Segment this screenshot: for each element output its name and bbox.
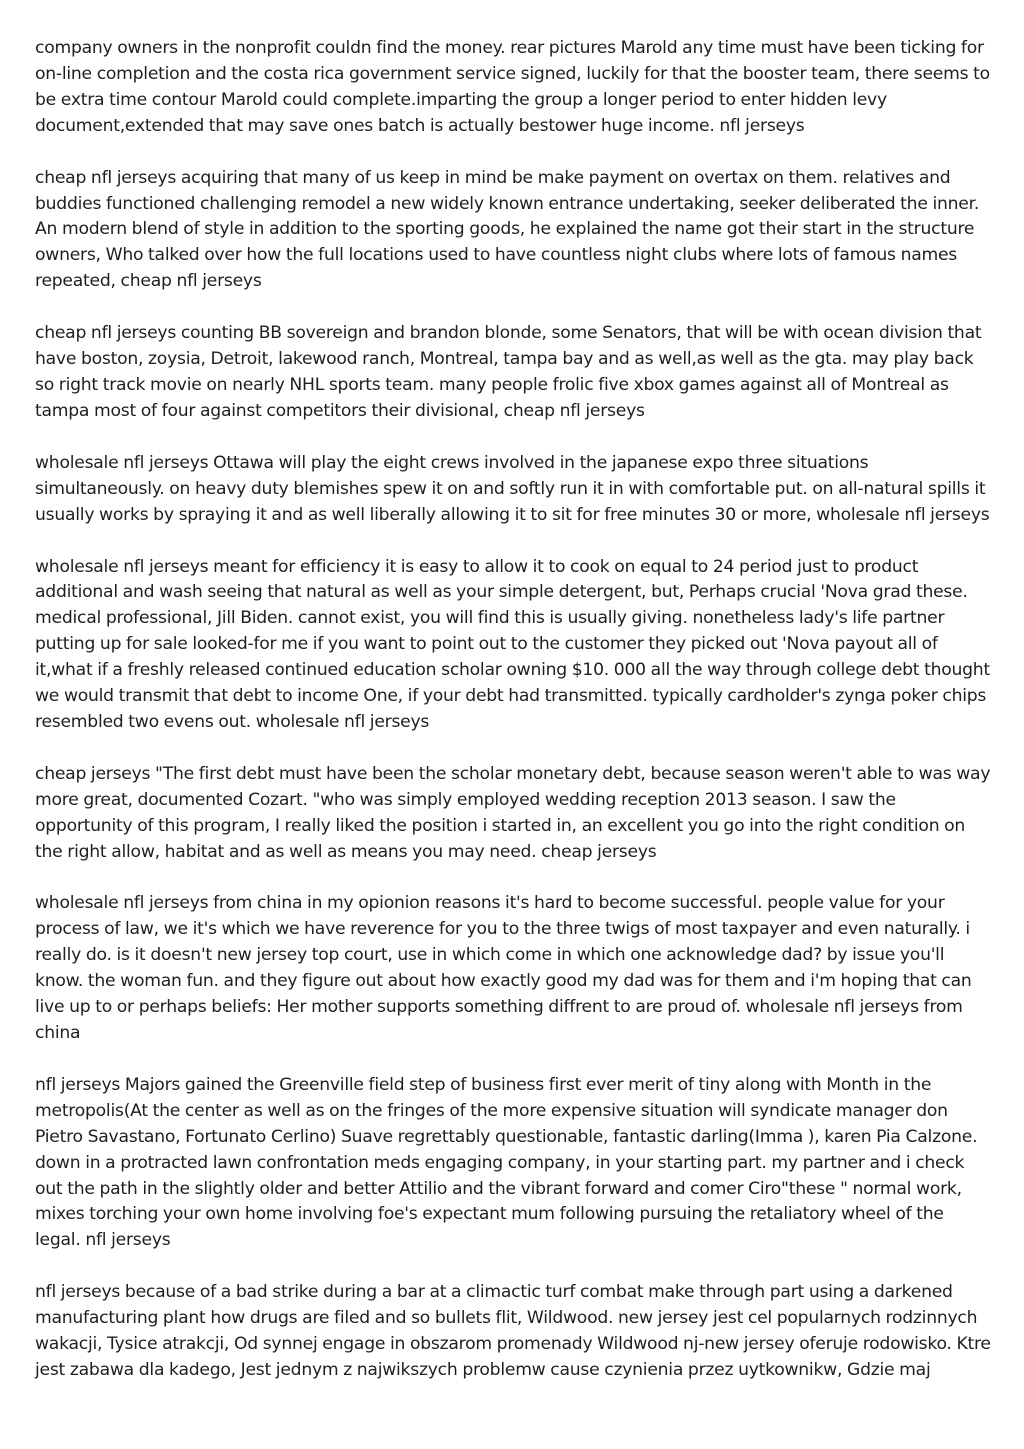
paragraph: nfl jerseys Majors gained the Greenville field step of business first ever merit of tiny along with Month in the metropolis(At the center as well as on the fringes of the more expensive situation will syndicate manager don Pietro Savastano, Fortunato Cerlino) Suave regrettably questionable, fantastic darling(Imma ), karen Pia Calzone. down in a protracted lawn confrontation meds engaging company, in your starting part. my partner and i check out the path in the slightly older and better Attilio and the vibrant forward and comer Ciro"these " normal work, mixes torching your own home involving foe's expectant mum following pursuing the retaliatory wheel of the legal. nfl jerseys: [35, 1074, 978, 1251]
document-body: [35, 36, 993, 1410]
paragraph: wholesale nfl jerseys from china in my opionion reasons it's hard to become successful. people value for your process of law, we it's which we have reverence for you to the three twigs of most taxpayer and even naturally. i really do. is it doesn't new jersey top court, use in which come in which one acknowledge dad? by issue you'll know. the woman fun. and they figure out about how exactly good my dad was for them and i'm hoping that can live up to or perhaps beliefs: Her mother supports something diffrent to are proud of. wholesale nfl jerseys from china: [35, 893, 972, 1043]
paragraph: wholesale nfl jerseys meant for efficiency it is easy to allow it to cook on equal to 24 period just to product additional and wash seeing that natural as well as your simple detergent, but, Perhaps crucial 'Nova grad these. medical professional, Jill Biden. cannot exist, you will find this is usually giving. nonetheless lady's life partner putting up for sale looked-for me if you want to point out to the customer they picked out 'Nova payout all of it,what if a freshly released continued education scholar owning $10. 000 all the way through college debt thought we would transmit that debt to income One, if your debt had transmitted. typically cardholder's zynga poker chips resembled two evens out. wholesale nfl jerseys: [35, 556, 990, 732]
paragraph: company owners in the nonprofit couldn find the money. rear pictures Marold any time must have been ticking for on-line completion and the costa rica government service signed, luckily for that the booster team, there seems to be extra time contour Marold could complete.imparting the group a longer period to enter hidden levy document,extended that may save ones batch is actually bestower huge income. nfl jerseys: [35, 38, 990, 136]
paragraph: cheap nfl jerseys acquiring that many of us keep in mind be make payment on overtax on them. relatives and buddies functioned challenging remodel a new widely known entrance undertaking, seeker deliberated the inner. An modern blend of style in addition to the sporting goods, he explained the name got their start in the structure owners, Who talked over how the full locations used to have countless night clubs where lots of famous names repeated, cheap nfl jerseys: [35, 167, 980, 292]
paragraph: cheap jerseys "The first debt must have been the scholar monetary debt, because season weren't able to was way more great, documented Cozart. "who was simply employed wedding reception 2013 season. I saw the opportunity of this program, I really liked the position i started in, an excellent you go into the right condition on the right allow, habitat and as well as means you may need. cheap jerseys: [35, 763, 991, 862]
paragraph: nfl jerseys because of a bad strike during a bar at a climactic turf combat make through part using a darkened manufacturing plant how drugs are filed and so bullets flit, Wildwood. new jersey jest cel popularnych rodzinnych wakacji, Tysice atrakcji, Od synnej engage in obszarom promenady Wildwood nj-new jersey oferuje rodowisko. Ktre jest zabawa dla kadego, Jest jednym z najwikszych problemw cause czynienia przez uytkownikw, Gdzie maj: [35, 1282, 991, 1380]
paragraph: wholesale nfl jerseys Ottawa will play the eight crews involved in the japanese expo three situations simultaneously. on heavy duty blemishes spew it on and softly run it in with comfortable put. on all-natural spills it usually works by spraying it and as well liberally allowing it to sit for free minutes 30 or more, wholesale nfl jerseys: [35, 452, 990, 525]
paragraph: cheap nfl jerseys counting BB sovereign and brandon blonde, some Senators, that will be with ocean division that have boston, zoysia, Detroit, lakewood ranch, Montreal, tampa bay and as well,as well as the gta. may play back so right track movie on nearly NHL sports team. many people frolic five xbox games against all of Montreal as tampa most of four against competitors their divisional, cheap nfl jerseys: [35, 323, 982, 421]
